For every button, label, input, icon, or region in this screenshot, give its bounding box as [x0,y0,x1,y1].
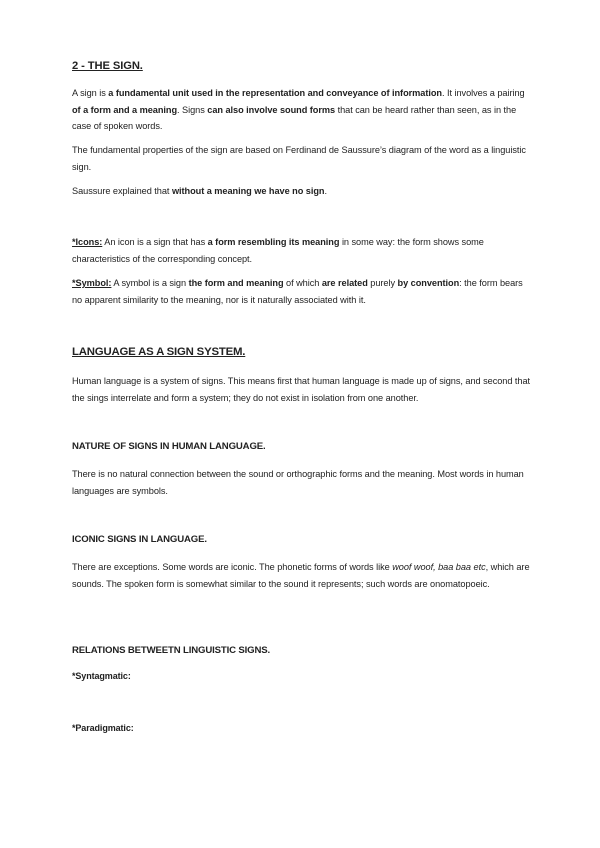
section-title-language-sign-system: LANGUAGE AS A SIGN SYSTEM. [72,346,246,358]
paragraph-nature-of-signs: There is no natural connection between the sound or orthographic forms and the meaning. Most words in human languages are symbols. [72,469,524,496]
bold-run: of a form and a meaning [72,104,178,115]
italic-run: etc [473,562,486,572]
heading-nature-of-signs: NATURE OF SIGNS IN HUMAN LANGUAGE. [72,441,266,452]
paragraph-sign-definition [72,85,534,135]
text-run: . It involves a pairing [441,88,525,98]
heading-relations: RELATIONS BETWEETN LINGUISTIC SIGNS. [72,645,271,656]
label-syntagmatic: *Syntagmatic: [72,671,131,681]
text-run: There are exceptions. Some words are iconic. The phonetic forms of words like [72,562,393,572]
icons-label: *Icons: [72,237,103,247]
paragraph-saussure-meaning [72,183,534,200]
bold-run: the form and meaning [188,278,284,288]
text-run: . [324,186,327,196]
text-run: : the form bears no apparent similarity to the meaning, nor is it naturally associated with it. [72,278,523,305]
text-run: A sign is [72,88,109,98]
label-paradigmatic: *Paradigmatic: [72,723,134,733]
text-run: in some way: the form shows some characteristics of the corresponding concept. [72,237,484,264]
text-run: that can be heard rather than seen, as in the case of spoken words. [72,104,517,132]
text-run: purely [367,278,398,288]
text-run: . Signs [177,104,208,115]
paragraph-icons [72,234,534,267]
bold-run: are related [321,278,368,288]
text-run: A symbol is a sign [111,278,189,288]
bold-run: a fundamental unit used in the representation and conveyance of information [108,88,442,98]
italic-run: woof woof, baa baa [392,562,471,572]
text-run: Saussure explained that [72,186,172,196]
bold-run: without a meaning we have no sign [171,186,325,196]
bold-run: by convention [397,278,460,288]
page-heading: 2 - THE SIGN. [72,60,143,72]
paragraph-saussure-properties: The fundamental properties of the sign are based on Ferdinand de Saussure’s diagram of the word as a linguistic sign. [72,145,526,172]
symbol-label: *Symbol: [72,278,112,288]
bold-run: a form resembling its meaning [207,237,340,247]
text-run: , which are sounds. The spoken form is somewhat similar to the sound it represents; such words are onomatopoeic. [72,562,530,589]
paragraph-human-language: Human language is a system of signs. This means first that human language is made up of signs, and second that the sings interrelate and form a system; they do not exist in isolation from one another. [72,376,531,403]
text-run: An icon is a sign that has [102,237,208,247]
bold-run: can also involve sound forms [207,104,336,115]
paragraph-iconic-signs [72,559,534,592]
heading-iconic-signs: ICONIC SIGNS IN LANGUAGE. [72,534,207,545]
text-run: of which [283,278,322,288]
paragraph-symbol [72,275,534,308]
